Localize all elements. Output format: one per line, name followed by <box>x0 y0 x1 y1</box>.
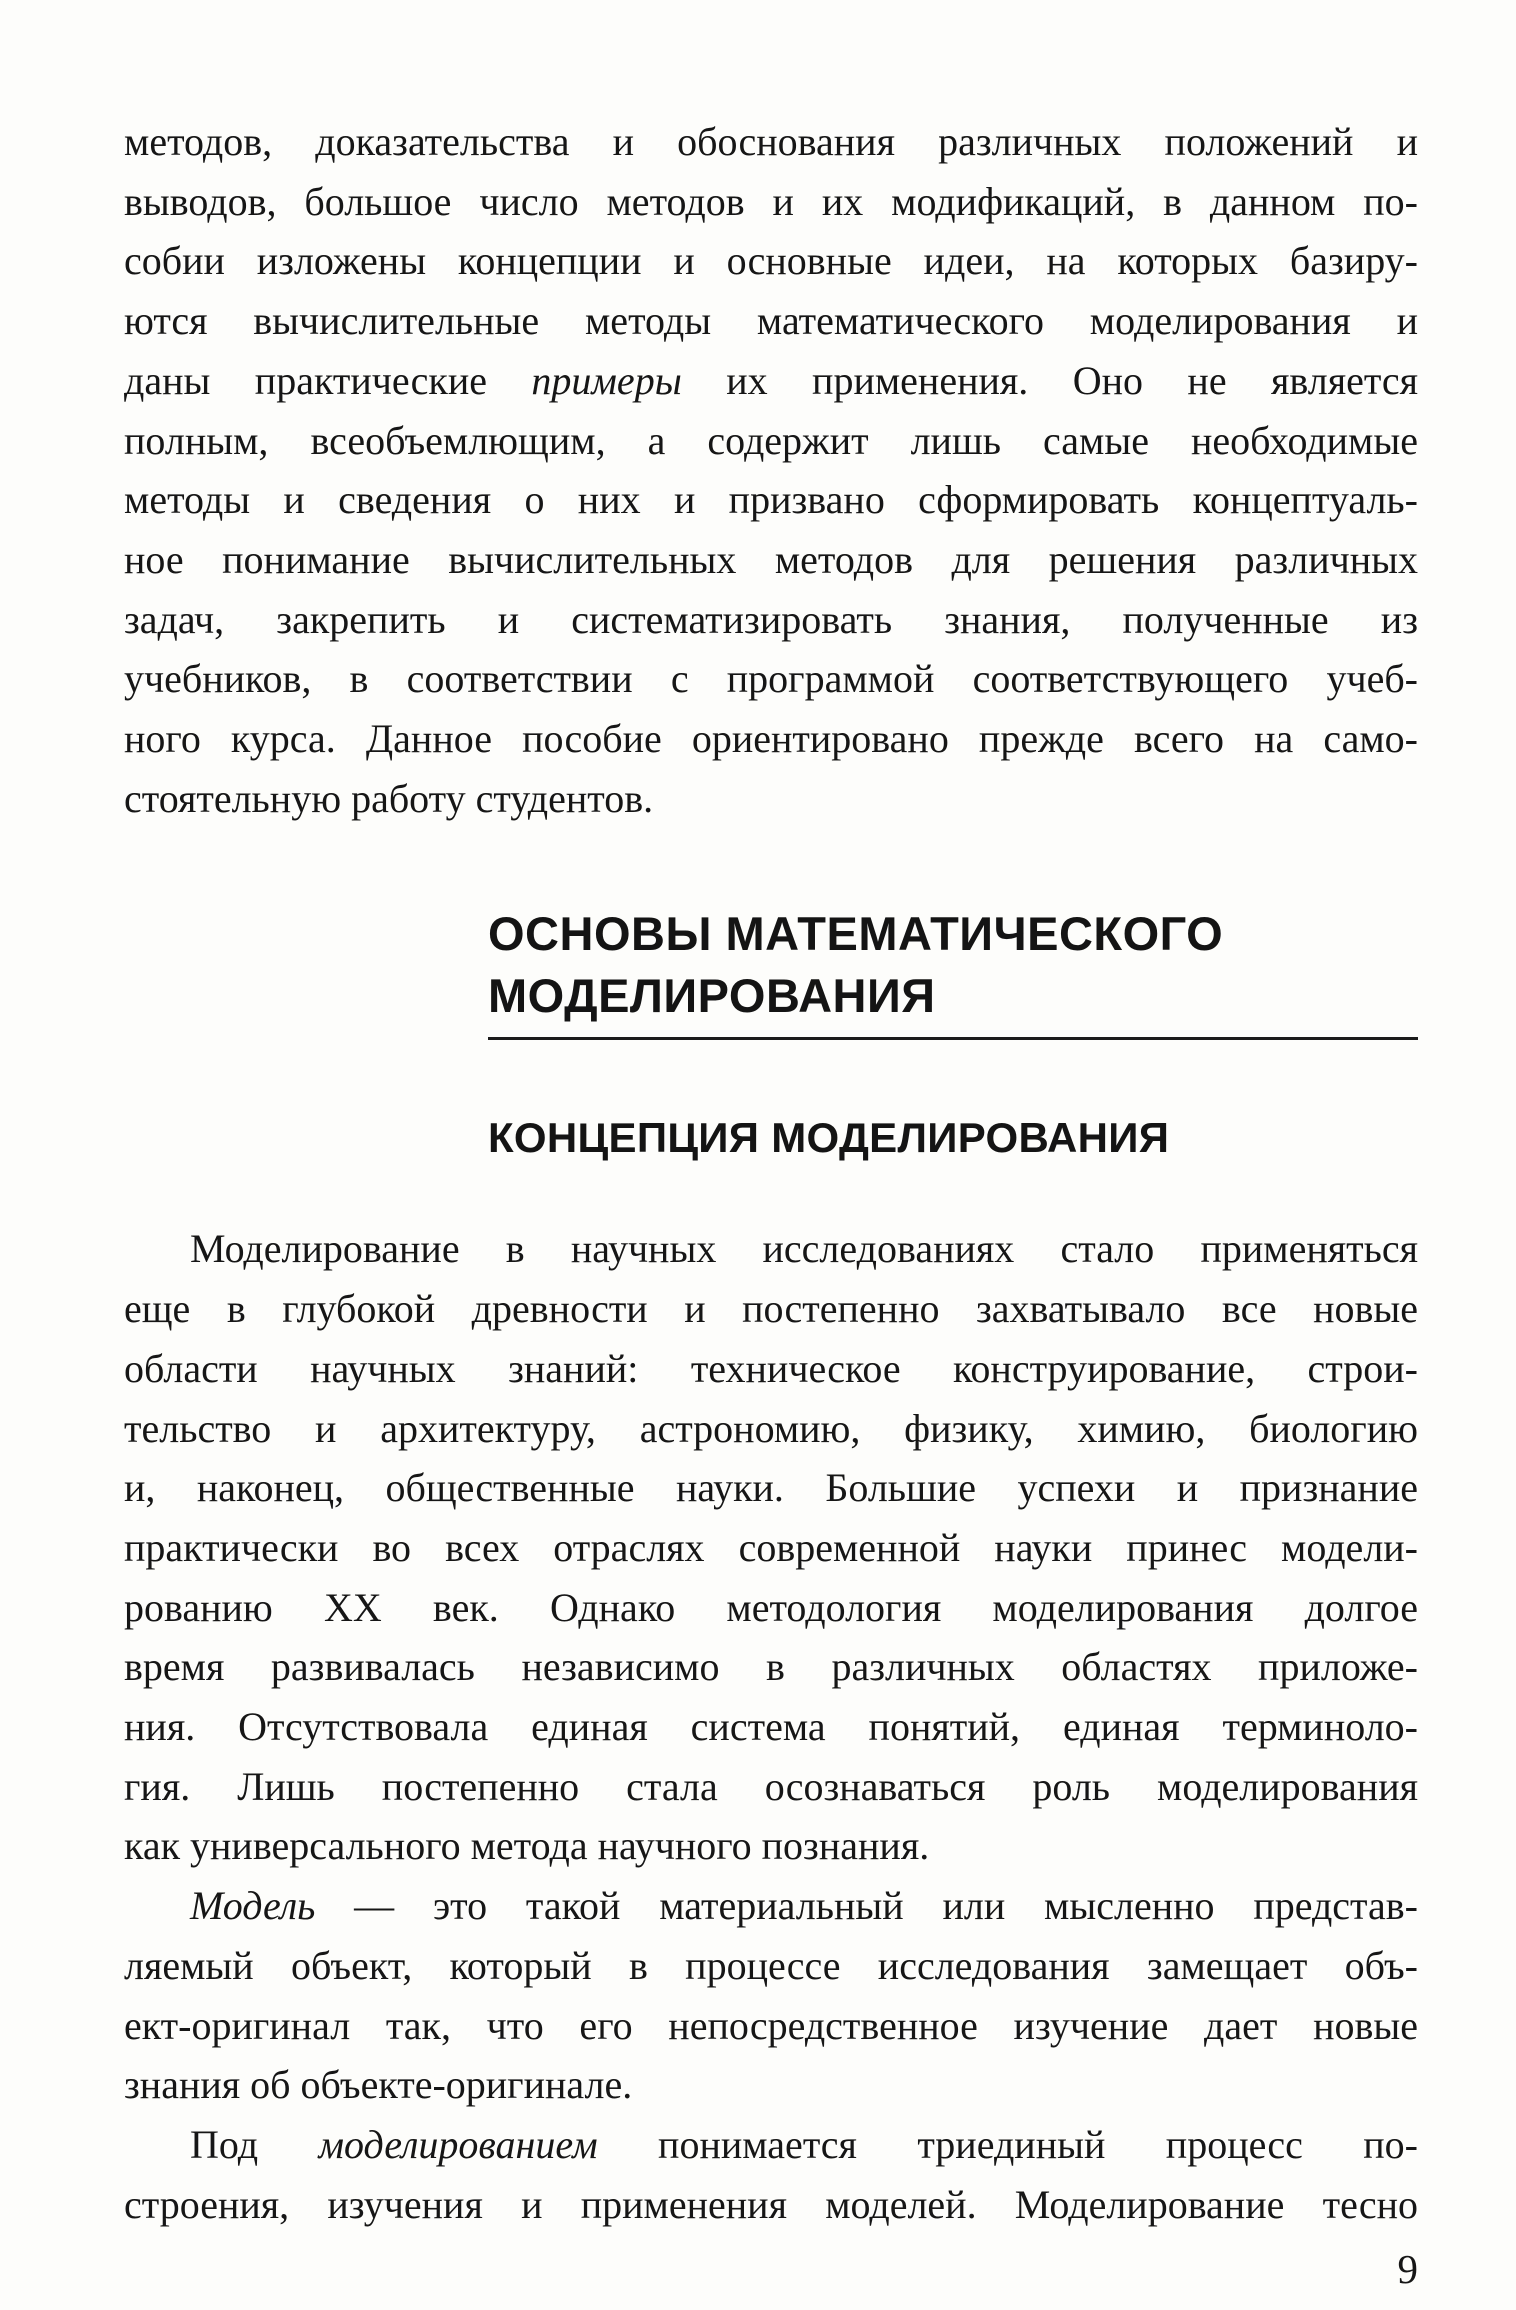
text-run: тельство и архитектуру, астрономию, физику, химию, биологию <box>124 1405 1418 1451</box>
text-line <box>124 411 1418 471</box>
text-line <box>124 1399 1418 1459</box>
text-line <box>124 172 1418 232</box>
text-run: методы и сведения о них и призвано сформировать концептуаль- <box>124 477 1418 523</box>
text-line <box>124 1996 1418 2056</box>
text-line <box>124 530 1418 590</box>
text-line <box>124 2055 1418 2115</box>
text-run: знания об объекте-оригинале. <box>124 2062 633 2108</box>
italic-text-run: Модель <box>190 1883 316 1929</box>
text-line <box>124 470 1418 530</box>
text-run: ное понимание вычислительных методов для решения различных <box>124 536 1418 582</box>
text-line <box>124 1219 1418 1279</box>
paragraph <box>124 112 1418 828</box>
text-run: методов, доказательства и обоснования различных положений и <box>124 119 1418 164</box>
text-run: ния. Отсутствовала единая система понятий, единая терминоло- <box>124 1704 1418 1750</box>
text-line <box>124 1458 1418 1518</box>
text-line <box>124 112 1418 172</box>
text-run: Моделирование в научных исследованиях стало применяться <box>190 1226 1418 1272</box>
text-run: выводов, большое число методов и их модификаций, в данном по- <box>124 178 1418 224</box>
text-run: собии изложены концепции и основные идеи, на которых базиру- <box>124 238 1418 284</box>
text-line <box>124 1518 1418 1578</box>
text-line <box>124 1279 1418 1339</box>
chapter-title-line1: ОСНОВЫ МАТЕМАТИЧЕСКОГО <box>488 907 1224 961</box>
text-run: как универсального метода научного познания. <box>124 1823 930 1869</box>
text-run: задач, закрепить и систематизировать знания, полученные из <box>124 596 1418 642</box>
text-line <box>124 1637 1418 1697</box>
page-number: 9 <box>1397 2246 1418 2293</box>
text-run: ляемый объект, который в процессе исследования замещает объ- <box>124 1942 1418 1988</box>
text-line <box>124 231 1418 291</box>
text-line <box>124 1876 1418 1936</box>
text-run: строения, изучения и применения моделей. Моделирование тесно <box>124 2181 1418 2227</box>
body-text-container <box>124 1219 1418 2234</box>
text-line <box>124 1339 1418 1399</box>
text-line <box>124 1757 1418 1817</box>
italic-text-run: моделированием <box>318 2121 598 2167</box>
text-run: гия. Лишь постепенно стала осознаваться роль моделирования <box>124 1763 1418 1809</box>
chapter-title-line2: МОДЕЛИРОВАНИЯ <box>488 969 936 1023</box>
text-line <box>124 590 1418 650</box>
text-line <box>124 1936 1418 1996</box>
text-line <box>124 769 1418 829</box>
intro-paragraph-container <box>124 112 1418 828</box>
paragraph <box>124 2115 1418 2234</box>
text-run: — это такой материальный или мысленно представ- <box>315 1883 1418 1929</box>
text-run: стоятельную работу студентов. <box>124 775 654 821</box>
chapter-title <box>488 903 1418 1027</box>
paragraph <box>124 1219 1418 1876</box>
text-line <box>124 649 1418 709</box>
text-run: и, наконец, общественные науки. Большие успехи и признание <box>124 1465 1418 1511</box>
italic-text-run: примеры <box>531 357 682 403</box>
text-line <box>124 2175 1418 2235</box>
chapter-heading-block <box>488 903 1418 1040</box>
text-line <box>124 291 1418 351</box>
text-run: практически во всех отраслях современной науки принес модели- <box>124 1524 1418 1570</box>
text-run: полным, всеобъемлющим, а содержит лишь самые необходимые <box>124 417 1418 463</box>
text-run: их применения. Оно не является <box>681 357 1418 403</box>
heading-rule <box>488 1037 1418 1040</box>
text-line <box>124 1578 1418 1638</box>
text-line <box>124 1697 1418 1757</box>
text-line <box>124 2115 1418 2175</box>
text-run: время развивалась независимо в различных областях приложе- <box>124 1644 1418 1690</box>
text-run: области научных знаний: техническое конструирование, строи- <box>124 1345 1418 1391</box>
section-title: КОНЦЕПЦИЯ МОДЕЛИРОВАНИЯ <box>488 1114 1170 1162</box>
text-run: даны практические <box>124 357 532 403</box>
paragraph <box>124 1876 1418 2115</box>
text-run: ются вычислительные методы математического моделирования и <box>124 298 1418 344</box>
text-line <box>124 351 1418 411</box>
text-line <box>124 709 1418 769</box>
text-run: понимается триединый процесс по- <box>597 2121 1418 2167</box>
text-run: учебников, в соответствии с программой соответствующего учеб- <box>124 656 1418 702</box>
text-run: ного курса. Данное пособие ориентировано прежде всего на само- <box>124 716 1418 762</box>
text-run: ект-оригинал так, что его непосредственное изучение дает новые <box>124 2002 1418 2048</box>
text-run: еще в глубокой древности и постепенно захватывало все новые <box>124 1286 1418 1332</box>
text-run: Под <box>190 2121 319 2167</box>
text-run: рованию XX век. Однако методология моделирования долгое <box>124 1584 1418 1630</box>
text-line <box>124 1816 1418 1876</box>
